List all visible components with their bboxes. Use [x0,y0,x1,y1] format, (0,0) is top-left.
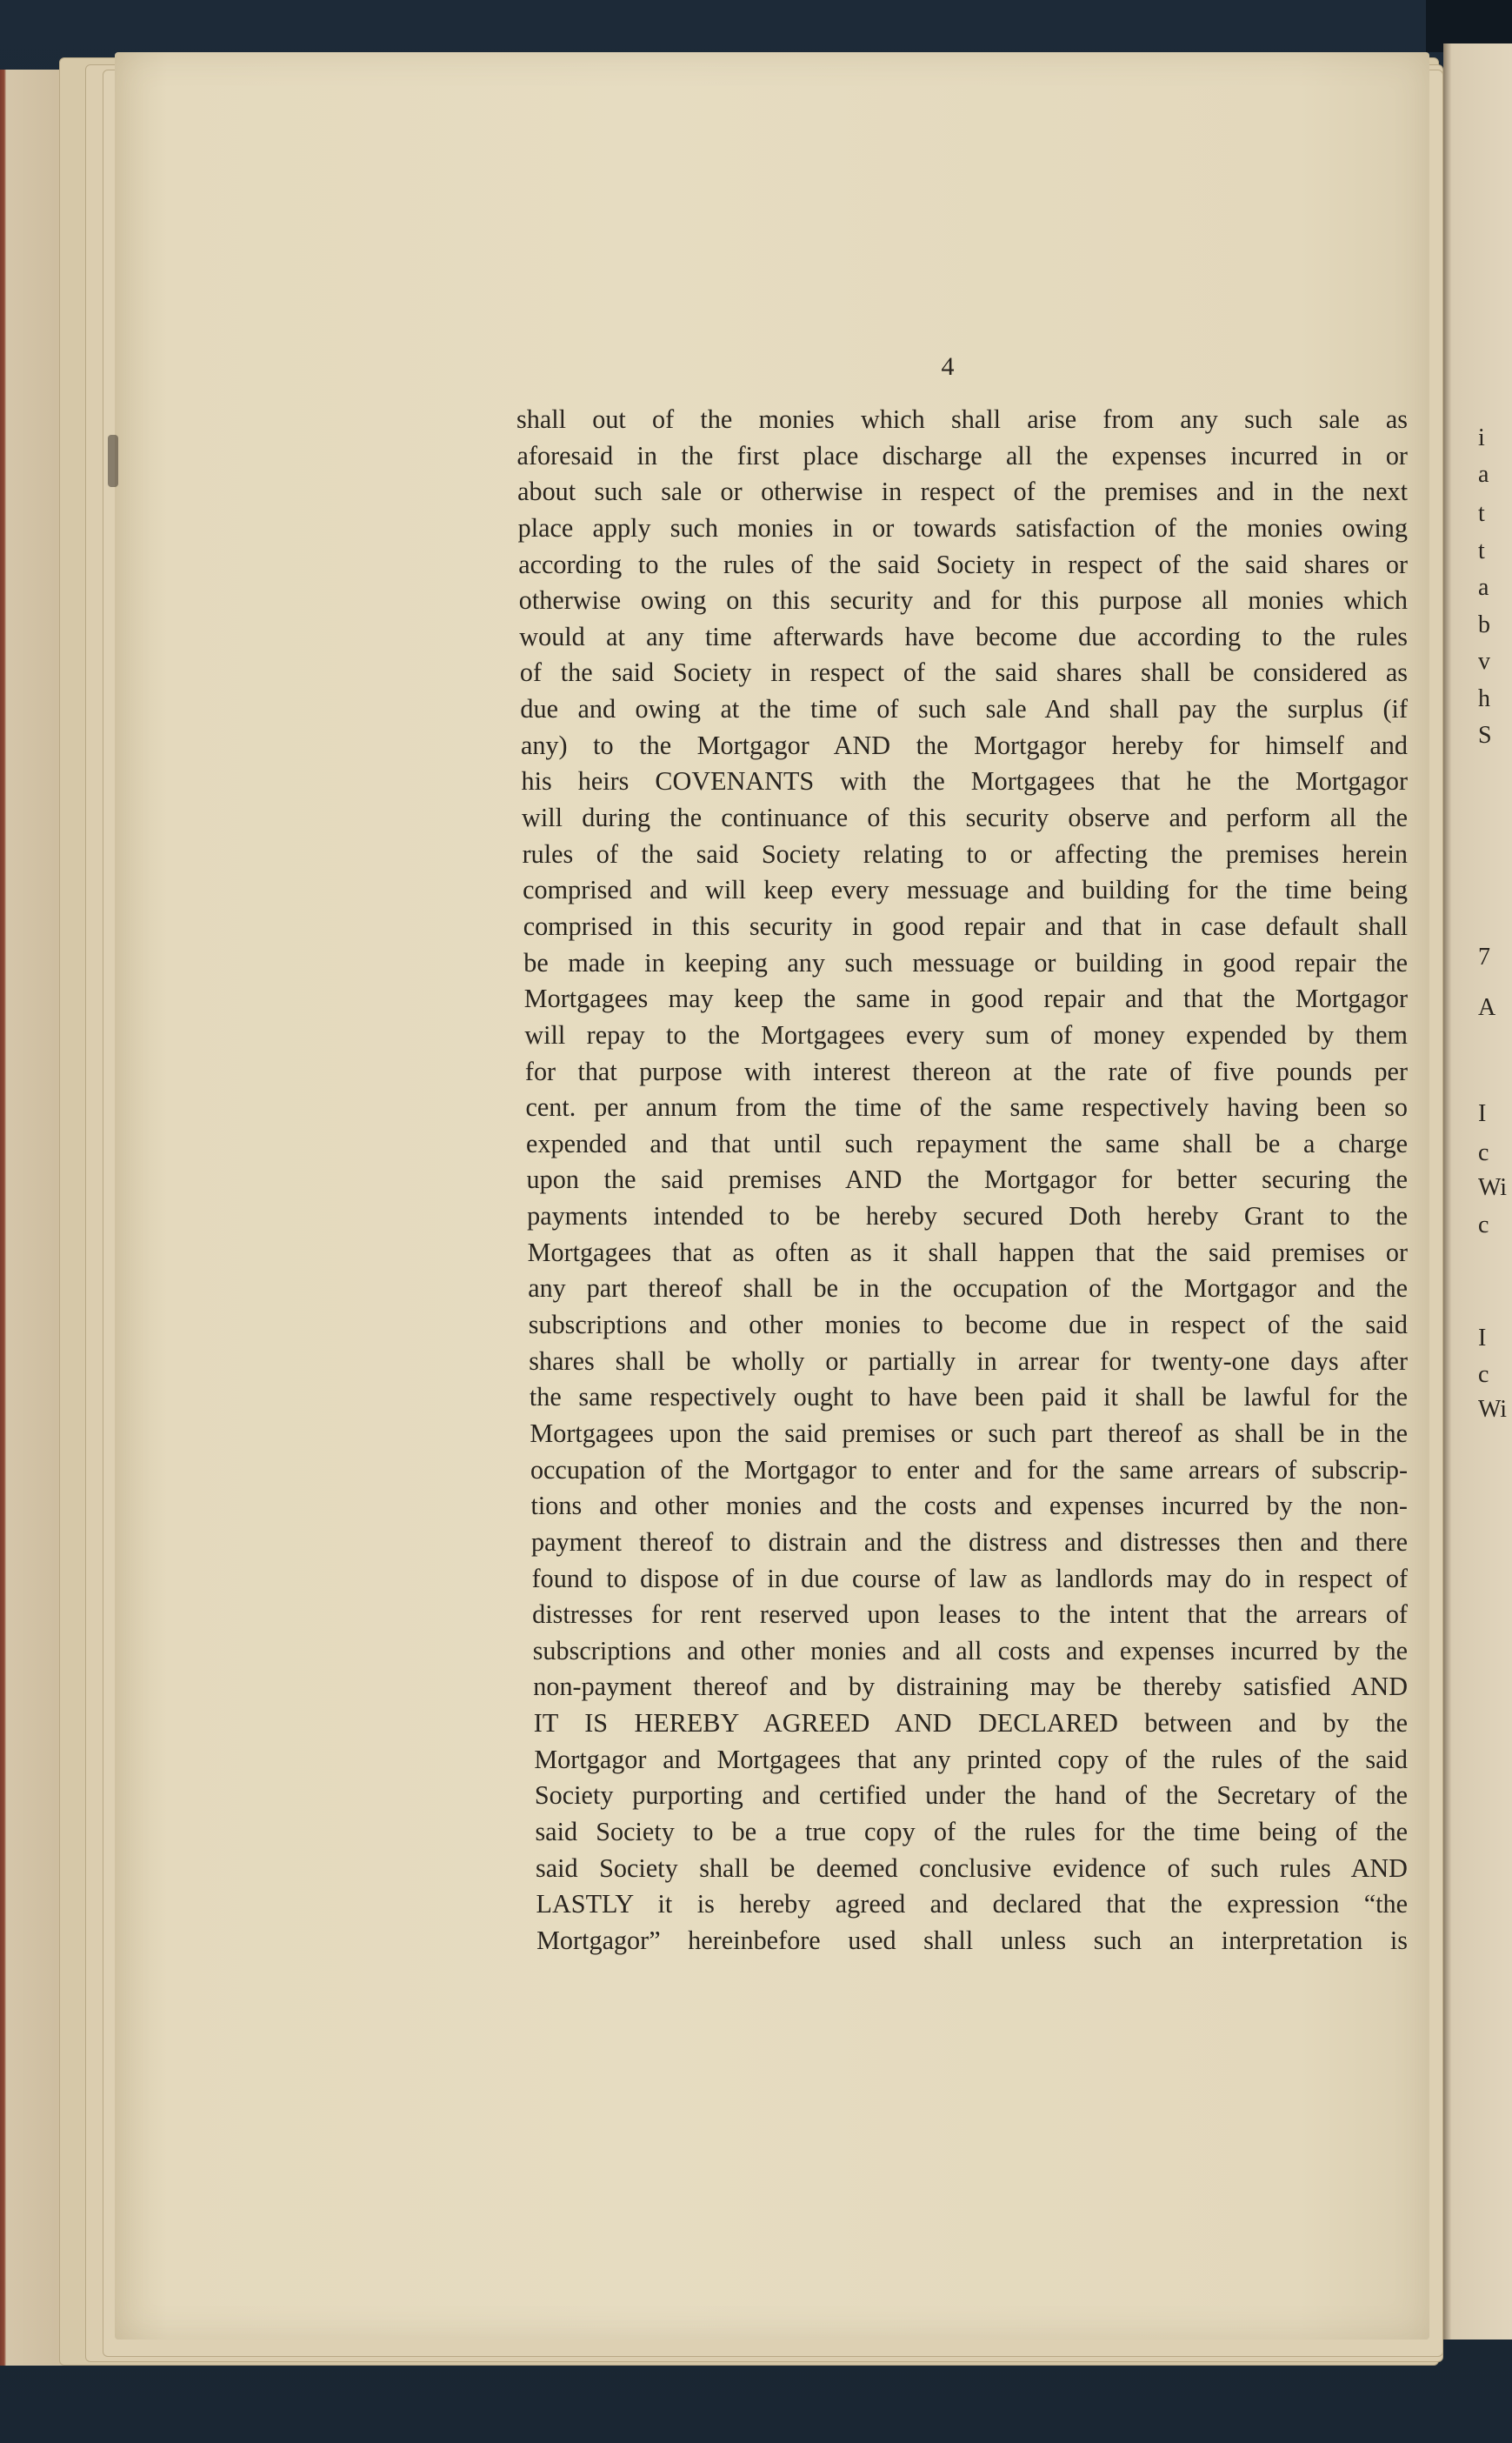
facing-page-fragment: t [1478,537,1485,564]
text-line: will during the continuance of this security observe and perform all the [522,803,1408,833]
page-number: 4 [941,352,955,381]
ink-mark [108,435,118,487]
text-line: aforesaid in the first place discharge all the expenses incurred in or [516,440,1408,471]
facing-page-fragment: I [1478,1100,1487,1127]
facing-page-fragment: A [1478,994,1496,1021]
facing-page-fragment: i [1478,424,1485,451]
text-line: occupation of the Mortgagor to enter and for the same arrears of subscrip- [530,1454,1408,1485]
text-line: his heirs COVENANTS with the Mortgagees that he the Mortgagor [521,766,1408,797]
text-line: said Society shall be deemed conclusive evidence of such rules AND [536,1852,1408,1883]
text-line: payments intended to be hereby secured Doth hereby Grant to the [527,1201,1408,1232]
facing-page-fragment: a [1478,461,1489,488]
text-line: for that purpose with interest thereon at the rate of five pounds per [524,1056,1408,1086]
text-line: Mortgagor” hereinbefore used shall unless such an interpretation is [536,1925,1408,1955]
text-line: place apply such monies in or towards satisfaction of the monies owing [517,512,1408,543]
text-line: would at any time afterwards have become due according to the rules [519,621,1408,651]
text-line: Mortgagees that as often as it shall happen that the said premises or [527,1237,1408,1267]
facing-page-fragment: a [1478,574,1489,601]
text-line: shares shall be wholly or partially in arrear for twenty-one days after [529,1345,1408,1376]
text-line: any part thereof shall be in the occupation of the Mortgagor and the [528,1273,1408,1304]
text-line: payment thereof to distrain and the distress and distresses then and there [531,1526,1408,1557]
text-line: the same respectively ought to have been paid it shall be lawful for the [529,1382,1408,1412]
text-line: of the said Society in respect of the said shares shall be considered as [519,657,1408,688]
text-line: tions and other monies and the costs and expenses incurred by the non- [530,1491,1408,1521]
facing-page-fragment: Wi [1478,1174,1508,1201]
body-text [516,402,1408,1959]
text-line: due and owing at the time of such sale And shall pay the surplus (if [520,694,1408,724]
facing-page-fragment: I [1478,1325,1487,1352]
text-line: Society purporting and certified under the hand of the Secretary of the [534,1780,1408,1811]
text-line: distresses for rent reserved upon leases to the intent that the arrears of [532,1599,1408,1630]
text-line: said Society to be a true copy of the rules for the time being of the [535,1816,1408,1846]
facing-page-fragment: 7 [1478,944,1490,971]
text-line: comprised and will keep every messuage and building for the time being [523,875,1408,905]
text-line: comprised in this security in good repair and that in case default shall [523,911,1408,941]
text-line: be made in keeping any such messuage or building in good repair the [523,947,1408,978]
text-line: subscriptions and other monies to become due in respect of the said [528,1310,1408,1340]
text-line: expended and that until such repayment the same shall be a charge [526,1128,1408,1158]
facing-page-fragment: t [1478,500,1485,527]
text-line: rules of the said Society relating to or affecting the premises herein [522,838,1408,869]
facing-page-fragment: b [1478,611,1490,638]
text-line: Mortgagor and Mortgagees that any printed copy of the rules of the said [534,1744,1408,1774]
text-line: will repay to the Mortgagees every sum of money expended by them [524,1019,1408,1050]
text-line: subscriptions and other monies and all costs and expenses incurred by the [532,1635,1408,1665]
facing-page-fragment: h [1478,685,1490,712]
text-line: about such sale or otherwise in respect of the premises and in the next [517,477,1408,507]
facing-page-fragment: S [1478,722,1492,749]
facing-page-fragment: v [1478,648,1490,675]
facing-page-fragment: c [1478,1361,1489,1388]
text-line: according to the rules of the said Society in respect of the said shares or [518,549,1408,579]
text-line: found to dispose of in due course of law as landlords may do in respect of [531,1563,1408,1593]
text-line: LASTLY it is hereby agreed and declared that the expression “the [536,1889,1408,1919]
facing-page-fragment: Wi [1478,1396,1508,1423]
text-line: Mortgagees may keep the same in good repair and that the Mortgagor [523,984,1408,1014]
text-line: any) to the Mortgagor AND the Mortgagor hereby for himself and [520,730,1408,760]
facing-page-fragment: c [1478,1139,1489,1166]
facing-page-fragment: c [1478,1211,1489,1238]
text-line: cent. per annum from the time of the same respectively having been so [525,1092,1408,1123]
text-line: Mortgagees upon the said premises or such part thereof as shall be in the [530,1418,1408,1448]
text-line: upon the said premises AND the Mortgagor for better securing the [526,1165,1408,1195]
text-line: non-payment thereof and by distraining may be thereby satisfied AND [533,1672,1408,1702]
text-line: shall out of the monies which shall arise from any such sale as [516,404,1408,434]
text-line: IT IS HEREBY AGREED AND DECLARED between and by the [533,1708,1408,1739]
text-line: otherwise owing on this security and for this purpose all monies which [518,585,1408,616]
